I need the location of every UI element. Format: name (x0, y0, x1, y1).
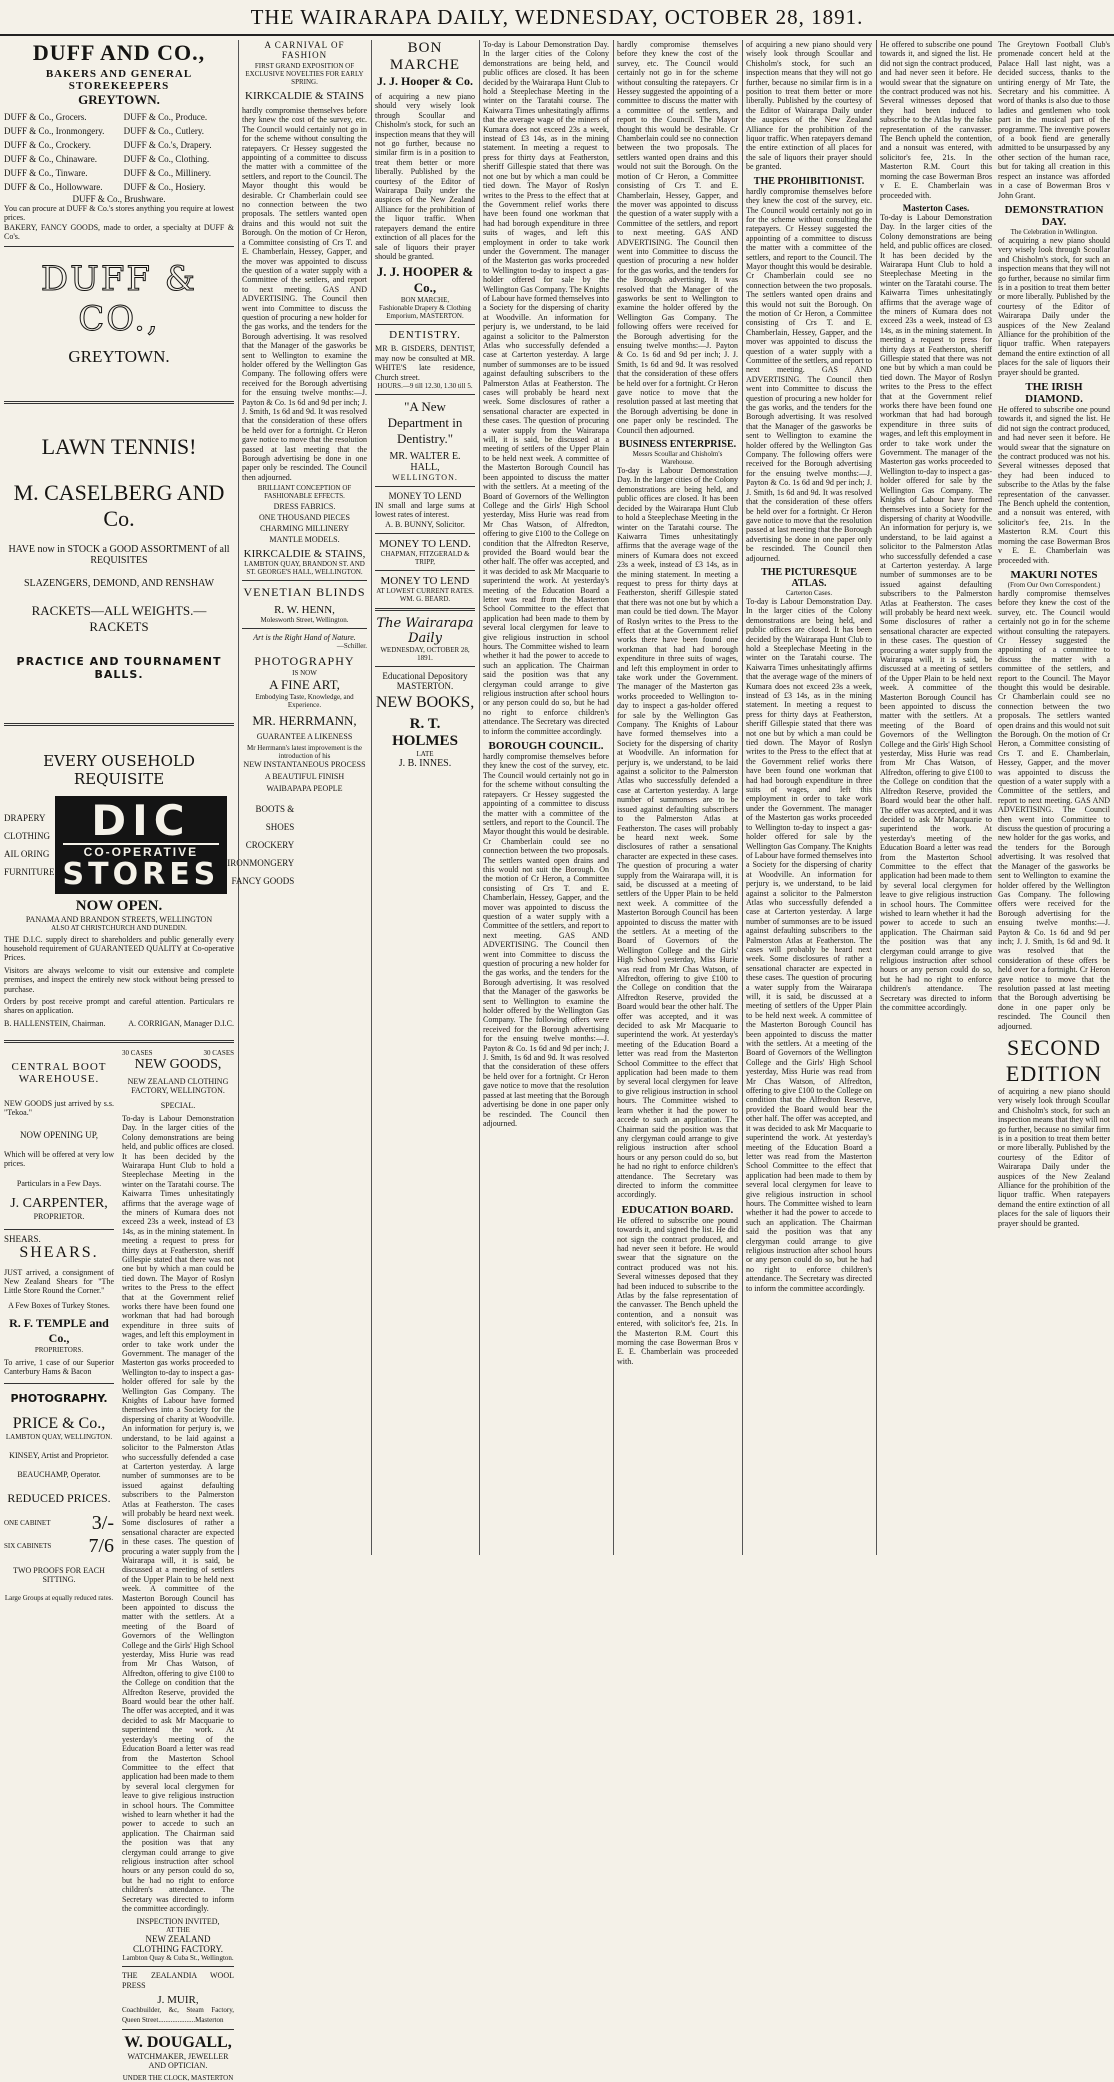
column-6 (617, 40, 738, 1555)
business-title: BUSINESS ENTERPRISE. (618, 439, 737, 451)
irish-title: THE IRISH DIAMOND. (1025, 381, 1083, 405)
money-lend3: MONEY TO LEND (380, 574, 470, 587)
carnival-firm: KIRKCALDIE & STAINS (245, 90, 364, 102)
newgoods-addr: Lambton Quay & Cuba St., Wellington. (122, 1954, 234, 1963)
duff-big-town: GREYTOWN. (68, 346, 170, 366)
photo-reduced: REDUCED PRICES. (7, 1490, 111, 1505)
dougall-name: W. DOUGALL, (124, 2034, 232, 2052)
duff-item: DUFF & Co., Clothing. (123, 154, 210, 164)
dentistry-text: MR B. GISDERS, DENTIST, may now be consulted at MR. WHITE'S late residence, Church street. (375, 344, 475, 382)
dic-logo-mid: CO-OPERATIVE (63, 843, 220, 859)
venetian-name: R. W. HENN, (274, 604, 335, 617)
duff-item: DUFF & Co., Millinery. (123, 168, 212, 178)
herrmann-author: —Schiller. (336, 642, 367, 651)
duff-footer: You can procure at DUFF & Co.'s stores anything you require at lowest prices. (4, 204, 234, 223)
column-5 (483, 40, 609, 1555)
duff-item: DUFF & Co.'s, Drapery. (123, 140, 212, 150)
education-title: EDUCATION BOARD. (621, 1203, 734, 1216)
picturesque-sub: Carterton Cases. (785, 588, 833, 597)
right-subcol (122, 1049, 234, 2082)
dougall-trade: WATCHMAKER, JEWELLER AND OPTICIAN. (127, 2052, 229, 2071)
dic-address: PANAMA AND BRANDON STREETS, WELLINGTON (25, 914, 213, 924)
shears-top: SHEARS. (4, 1233, 41, 1244)
masthead-title: THE WAIRARAPA DAILY, WEDNESDAY, OCTOBER 28, 1891. (250, 5, 864, 29)
news-text: To-day is Labour Demonstration Day. In the larger cities of the Colony demonstrations are being held, and public offices are closed. It has been decided by the Wairarapa Hunt Club to hold a Steeplechase Meeting in the winter on the Taratahi course. The Kaiwarra Times unhesitatingly affirms that the average wage of the miners of Kumara does not exceed 23s a week, instead of £3 14s, as in the mining statement. In meeting a request to press for thirty days at Featherston, sheriff Gillespie stated that there was not one but by which a man could be tied down. The Mayor of Roslyn writes to the Press to the effect that at the Government relief works there have been found one workman that had had borough expenditure in three suits of wages, and left this employment in order to take work under the Government. The manager of the Masterton gas works proceeded to Wellington to-day to inspect a gas-holder offered for sale by the Wellington Gas Company. The Knights of Labour have formed themselves into a Society for the dispersing of charity at Woodville. An information for perjury is, we understand, to be laid against a solicitor to the Palmerston Atlas who successfully defended a case at Carterton yesterday. A large number of summonses are to be issued against defaulting subscribers to the Palmerston Atlas at Featherston. The cases will probably be heard next week. Some disclosures of rather a sensational character are expected in these cases. The question of procuring a water supply from the Wairarapa will, it is said, be discussed at a meeting of settlers of the Upper Plain to be held next week. A committee of the Masterton Borough Council has been appointed to discuss the matter with the settlers. At a meeting of the Board of Governors of the Wellington College and the Girls' High School yesterday, Miss Hurie was read from Mr Chas Watson, of Alfredton, offering to give £100 to the College on condition that the Alfredton Reserve, provided the Board would bear the other half. The offer was accepted, and it was decided to ask Mr Macquarie to superintend the work. At yesterday's meeting of the Education Board a letter was read from the Masterton School Committee to the effect that application had been made to them by several local clergymen for leave to give religious instruction in school hours. The Committee wished to learn whether it had the power to accede to such an application. The Chairman said the position was that any clergyman could arrange to give religious instruction after school hours or any person could do so, but he had no right to enforce children's attendance. The Secretary was directed to inform the committee accordingly. (880, 212, 992, 1013)
carnival-addr: LAMBTON QUAY, BRANDON ST. AND ST. GEORGE'S HALL, WELLINGTON. (244, 560, 365, 577)
dic-dept: DRAPERY (4, 812, 46, 823)
herrmann-quote: Art is the Right Hand of Nature. (253, 633, 356, 643)
column-8 (880, 40, 1110, 1555)
dic-dept: IRONMONGERY (227, 857, 295, 868)
dic-address2: ALSO AT CHRISTCHURCH AND DUNEDIN. (51, 923, 187, 932)
duff-item: DUFF & Co., Tinware. (4, 168, 88, 178)
venetian-title: VENETIAN BLINDS (243, 585, 366, 600)
dic-dept: FANCY GOODS (231, 875, 295, 886)
makuri-title: MAKURI NOTES (1010, 568, 1098, 581)
news-text: The Greytown Football Club's promenade concert held at the Palace Hall last night, was a decided success, thanks to the untiring energy of Mr Tate, the Secretary and his committee. A word of thanks is also due to those ladies and gentlemen who took part in the musical part of the programme. The inventive powers of a book fiend are generally admitted to be unsurpassed by any other section of the human race, but for taking all creation in this respect an instance was afforded in a case of Bowerman Bros v John Grant. (998, 40, 1110, 200)
books-edu: Educational Depository MASTERTON. (382, 670, 468, 691)
duff-town: GREYTOWN. (78, 92, 160, 107)
newgoods-special: SPECIAL. (160, 1100, 196, 1110)
boot-prices: Which will be offered at very low prices. (4, 1149, 114, 1169)
photo-street: LAMBTON QUAY, WELLINGTON. (5, 1432, 113, 1441)
herrmann-photography: PHOTOGRAPHY (254, 654, 355, 669)
column-3 (242, 40, 367, 1555)
makuri-sub: (From Our Own Correspondent.) (1007, 580, 1101, 589)
duff-big: DUFF & CO., (40, 258, 198, 339)
money-lend1-text: IN small and large sums at lowest rates of interest. (375, 500, 475, 520)
dic-body: THE D.I.C. supply direct to shareholders and public generally every household requirement of GUARANTEED QUALITY at Co-operative Prices. (4, 934, 234, 963)
wairarapa-logo: The Wairarapa Daily (376, 615, 474, 646)
boot-name: J. CARPENTER, (10, 1195, 108, 1211)
duff-item: DUFF & Co., Ironmongery. (4, 126, 105, 136)
news-text: hardly compromise themselves before they knew the cost of the survey, etc. The Council would certainly not go in for the scheme without consulting the ratepayers. Cr Hessey suggested the appointing of a committee to discuss the matter with a committee of the settlers, and report to the Council. The Mayor thought this would be desirable. Cr Chamberlain could see no connection between the two proposals. The settlers wanted open drains and this would not suit the Borough. On the motion of Cr Heron, a Committee consisting of Crs T. and E. Chamberlain, Hessey, Gapper, and the mover was appointed to discuss the question of a water supply with a Committee of the settlers, and report to next meeting. GAS AND ADVERTISING. The Council then went into Committee to discuss the question of procuring a new holder for the gas works, and the tenders for the Borough advertising. It was resolved that the Manager of the gasworks be sent to Wellington to examine the holder offered by the Wellington Gas Company. The following offers were received for the Borough advertising for the ensuing twelve months:—J. Payton & Co. 1s 6d and 9d per inch; J. J. Smith, 1s 6d and 9d. It was resolved that the consideration of these offers be held over for a fortnight. Cr Heron gave notice to move that the resolution passed at last meeting that the Borough advertising be done in one paper only be rescinded. The Council then adjourned. (746, 186, 872, 563)
dic-signature: B. HALLENSTEIN, Chairman. (4, 1018, 106, 1028)
herrmann-name: MR. HERRMANN, (252, 713, 357, 729)
tennis-firm: M. CASELBERG AND Co. (13, 479, 225, 531)
newgoods-factory: NEW ZEALAND CLOTHING FACTORY, WELLINGTON. (127, 1076, 229, 1095)
herrmann-process: NEW INSTANTANEOUS PROCESS (243, 760, 366, 770)
carnival-charming: CHARMING MILLINERY (259, 524, 350, 534)
masterton-cases-title: Masterton Cases. (902, 202, 970, 213)
column-rule (479, 40, 480, 1555)
money-chapman: CHAPMAN, FITZGERALD & TRIPP, (380, 549, 470, 566)
books-late: LATE (416, 749, 434, 758)
carnival-dress: DRESS FABRICS. (273, 502, 336, 512)
photo-groups: Large Groups at equally reduced rates. (4, 1593, 114, 1602)
dic-dept: CLOTHING (4, 830, 50, 841)
duff-item: DUFF & Co., Produce. (123, 112, 208, 122)
bonmarche-firm2: J. J. HOOPER & Co., (376, 264, 474, 296)
dentistry-name: MR. WALTER E. HALL, (389, 450, 461, 473)
books-holmes: R. T. HOLMES (392, 715, 458, 749)
photo-op: BEAUCHAMP, Operator. (17, 1469, 101, 1479)
books-innes: J. B. INNES. (398, 757, 452, 769)
duff-footer: BAKERY, FANCY GOODS, made to order, a specialty at DUFF & Co's. (4, 222, 234, 242)
money-lend2: MONEY TO LEND. (379, 537, 471, 550)
tennis-practice: PRACTICE AND TOURNAMENT BALLS. (16, 654, 222, 681)
newgoods-nzcf: NEW ZEALAND CLOTHING FACTORY. (132, 1934, 223, 1955)
herrmann-is-now: IS NOW (292, 669, 317, 678)
shears-big: SHEARS. (19, 1243, 99, 1261)
column-rule (238, 40, 239, 1555)
dic-every: EVERY OUSEHOLD REQUISITE (43, 751, 195, 788)
column-rule (613, 40, 614, 1555)
news-text: He offered to subscribe one pound towards it, and signed the list. He did not sign the contract produced, and had never seen it before. He would swear that the signature on the contract produced was not his. Several witnesses deposed that they had been induced to subscribe to the Atlas by the false representation of the canvasser. The Bench upheld the contention, and a nonsuit was entered, with solicitor's fee, 21s. In the Masterton R.M. Court this morning the case Bowerman Bros v E. E. Chamberlain was proceeded with. (880, 40, 992, 200)
news-text: of acquiring a new piano should very wisely look through Scoullar and Chisholm's stock, for such an inspection means that they will not go further, because no similar firm is in a position to treat them better or more liberally. Published by the courtesy of the Editor of Wairarapa Daily under the auspices of the New Zealand Alliance for the prohibition of the liquor traffic. When ratepayers demand the entire extinction of all places for the sale of liquors their prayer should be granted. (746, 40, 872, 172)
tennis-makers: SLAZENGERS, DEMOND, AND RENSHAW (23, 577, 215, 589)
demo-title: DEMONSTRATION DAY. (1004, 203, 1104, 228)
photo-six: SIX CABINETS (4, 1542, 52, 1551)
dougall-loc: UNDER THE CLOCK, MASTERTON (122, 2074, 234, 2082)
muir-name: J. MUIR, (157, 1994, 199, 2007)
herrmann-embody: Embodying Taste, Knowledge, and Experience. (255, 693, 354, 710)
column-rule (371, 40, 372, 1555)
dic-visitors: Visitors are always welcome to visit our extensive and complete premises, and inspect the entirely new stock without being pressed to purchase. (4, 965, 234, 994)
news-text: To-day is Labour Demonstration Day. In the larger cities of the Colony demonstrations are being held, and public offices are closed. It has been decided by the Wairarapa Hunt Club to hold a Steeplechase Meeting in the winter on the Taratahi course. The Kaiwarra Times unhesitatingly affirms that the average wage of the miners of Kumara does not exceed 23s a week, instead of £3 14s, as in the mining statement. In meeting a request to press for thirty days at Featherston, sheriff Gillespie stated that there was not one but by which a man could be tied down. The Mayor of Roslyn writes to the Press to the effect that at the Government relief works there have been found one workman that had had borough expenditure in three suits of wages, and left this employment in order to take work under the Government. The manager of the Masterton gas works proceeded to Wellington to-day to inspect a gas-holder offered for sale by the Wellington Gas Company. The Knights of Labour have formed themselves into a Society for the dispersing of charity at Woodville. An information for perjury is, we understand, to be laid against a solicitor to the Palmerston Atlas who successfully defended a case at Carterton yesterday. A large number of summonses are to be issued against defaulting subscribers to the Palmerston Atlas at Featherston. The cases will probably be heard next week. Some disclosures of rather a sensational character are expected in these cases. The question of procuring a water supply from the Wairarapa will, it is said, be discussed at a meeting of settlers of the Upper Plain to be held next week. A committee of the Masterton Borough Council has been appointed to discuss the matter with the settlers. At a meeting of the Board of Governors of the Wellington College and the Girls' High School yesterday, Miss Hurie was read from Mr Chas Watson, of Alfredton, offering to give £100 to the College on condition that the Alfredton Reserve, provided the Board would bear the other half. The offer was accepted, and it was decided to ask Mr Macquarie to superintend the work. At yesterday's meeting of the Education Board a letter was read from the Masterton School Committee to the effect that application had been made to them by several local clergymen for leave to give religious instruction in school hours. The Committee wished to learn whether it had the power to accede to such an application. The Chairman said the position was that any clergyman could arrange to give religious instruction after school hours or any person could do so, but he had no right to enforce children's attendance. The Secretary was directed to inform the committee accordingly. (483, 40, 610, 736)
carnival-mantle: MANTLE MODELS. (269, 535, 340, 545)
duff-item: DUFF & Co., Cutlery. (123, 126, 205, 136)
photo-ad (4, 1392, 114, 1602)
dic-logo-bot: STORES (62, 856, 220, 892)
duff-item: DUFF & Co., Crockery. (4, 140, 91, 150)
newgoods-wool: THE ZEALANDIA WOOL PRESS (122, 1971, 234, 1990)
muir-detail: Coachbuilder, &c, Steam Factory, Queen Street.....................Masterton (122, 2006, 234, 2024)
news-text: of acquiring a new piano should very wisely look through Scoullar and Chisholm's stock, for such an inspection means that they will not go further, because no similar firm is in a position to treat them better or more liberally. Published by the courtesy of the Editor of Wairarapa Daily under the auspices of the New Zealand Alliance for the prohibition of the liquor traffic. When ratepayers demand the entire extinction of all places for the sale of liquors their prayer should be granted. (998, 1087, 1110, 1228)
news-text: hardly compromise themselves before they knew the cost of the survey, etc. The Council would certainly not go in for the scheme without consulting the ratepayers. Cr Hessey suggested the appointing of a committee to discuss the matter with a committee of the settlers, and report to the Council. The Mayor thought this would be desirable. Cr Chamberlain could see no connection between the two proposals. The settlers wanted open drains and this would not suit the Borough. On the motion of Cr Heron, a Committee consisting of Crs T. and E. Chamberlain, Hessey, Gapper, and the mover was appointed to discuss the question of a water supply with a Committee of the settlers, and report to next meeting. GAS AND ADVERTISING. The Council then went into Committee to discuss the question of procuring a new holder for the gas works, and the tenders for the Borough advertising. It was resolved that the Manager of the gasworks be sent to Wellington to examine the holder offered by the Wellington Gas Company. The following offers were received for the Borough advertising for the ensuing twelve months:—J. Payton & Co. 1s 6d and 9d per inch; J. J. Smith, 1s 6d and 9d. It was resolved that the consideration of these offers be held over for a fortnight. Cr Heron gave notice to move that the resolution passed at last meeting that the Borough advertising be done in one paper only be rescinded. The Council then adjourned. (998, 588, 1110, 1031)
dic-dept: BOOTS & SHOES (255, 803, 295, 832)
photo-one: ONE CABINET (4, 1519, 51, 1528)
duff-subheading: BAKERS AND GENERAL STOREKEEPERS (45, 68, 193, 92)
newgoods-cases: 30 CASES (122, 1048, 153, 1057)
dentistry-quote: "A New Department in Dentistry." (387, 398, 463, 446)
tennis-weights: RACKETS—ALL WEIGHTS.—RACKETS (31, 602, 207, 634)
prohib-title: THE PROHIBITIONIST. (753, 175, 865, 187)
herrmann-finish: A BEAUTIFUL FINISH (264, 772, 345, 782)
boot-ad (4, 1061, 114, 1221)
news-text: He offered to subscribe one pound towards it, and signed the list. He did not sign the contract produced, and had never seen it before. He would swear that the signature on the contract produced was not his. Several witnesses deposed that they had been induced to subscribe to the Atlas by the false representation of the canvasser. The Bench upheld the contention, and a nonsuit was entered, with solicitor's fee, 21s. In the Masterton R.M. Court this morning the case Bowerman Bros v E. E. Chamberlain was proceeded with. (998, 405, 1110, 565)
shears-ad (4, 1234, 114, 1377)
dic-signature: A. CORRIGAN, Manager D.I.C. (128, 1018, 234, 1028)
bonmarche-firm: J. J. Hooper & Co. (376, 74, 474, 88)
carnival-text: hardly compromise themselves before they knew the cost of the survey, etc. The Council would certainly not go in for the scheme without consulting the ratepayers. Cr Hessey suggested the appointing of a committee to discuss the matter with a committee of the settlers, and report to the Council. The Mayor thought this would be desirable. Cr Chamberlain could see no connection between the two proposals. The settlers wanted open drains and this would not suit the Borough. On the motion of Cr Heron, a Committee consisting of Crs T. and E. Chamberlain, Hessey, Gapper, and the mover was appointed to discuss the question of a water supply with a Committee of the settlers, and report to next meeting. GAS AND ADVERTISING. The Council then went into Committee to discuss the question of procuring a new holder for the gas works, and the tenders for the Borough advertising. It was resolved that the Manager of the gasworks be sent to Wellington to examine the holder offered by the Wellington Gas Company. The following offers were received for the Borough advertising for the ensuing twelve months:—J. Payton & Co. 1s 6d and 9d per inch; J. J. Smith, 1s 6d and 9d. It was resolved that the consideration of these offers be held over for a fortnight. Cr Heron gave notice to move that the resolution passed at last meeting that the Borough advertising be done in one paper only be rescinded. The Council then adjourned. (242, 106, 367, 482)
duff-item: DUFF & Co., Hosiery. (123, 182, 206, 192)
shears-also: A Few Boxes of Turkey Stones. (8, 1300, 110, 1310)
masthead (0, 0, 1114, 36)
tennis-ad (4, 434, 234, 681)
herrmann-fine-art: A FINE ART, (269, 677, 340, 693)
money-beard: WM. G. BEARD. (399, 594, 451, 603)
photo-title: PHOTOGRAPHY. (10, 1391, 108, 1405)
news-text: To-day is Labour Demonstration Day. In the larger cities of the Colony demonstrations are being held, and public offices are closed. It has been decided by the Wairarapa Hunt Club to hold a Steeplechase Meeting in the winter on the Taratahi course. The Kaiwarra Times unhesitatingly affirms that the average wage of the miners of Kumara does not exceed 23s a week, instead of £3 14s, as in the mining statement. In meeting a request to press for thirty days at Featherston, sheriff Gillespie stated that there was not one but by which a man could be tied down. The Mayor of Roslyn writes to the Press to the effect that at the Government relief works there have been found one workman that had had borough expenditure in three suits of wages, and left this employment in order to take work under the Government. The manager of the Masterton gas works proceeded to Wellington to-day to inspect a gas-holder offered for sale by the Wellington Gas Company. The Knights of Labour have formed themselves into a Society for the dispersing of charity at Woodville. An information for perjury is, we understand, to be laid against a solicitor to the Palmerston Atlas who successfully defended a case at Carterton yesterday. A large number of summonses are to be issued against defaulting subscribers to the Palmerston Atlas at Featherston. The cases will probably be heard next week. Some disclosures of rather a sensational character are expected in these cases. The question of procuring a water supply from the Wairarapa will, it is said, be discussed at a meeting of settlers of the Upper Plain to be held next week. A committee of the Masterton Borough Council has been appointed to discuss the matter with the settlers. At a meeting of the Board of Governors of the Wellington College and the Girls' High School yesterday, Miss Hurie was read from Mr Chas Watson, of Alfredton, offering to give £100 to the College on condition that the Alfredton Reserve, provided the Board would bear the other half. The offer was accepted, and it was decided to ask Mr Macquarie to superintend the work. At yesterday's meeting of the Education Board a letter was read from the Masterton School Committee to the effect that application had been made to them by several local clergymen for leave to give religious instruction in school hours. The Committee wished to learn whether it had the power to accede to such an application. The Chairman said the position was that any clergyman could arrange to give religious instruction after school hours or any person could do so, but he had no right to enforce children's attendance. The Secretary was directed to inform the committee accordingly. (617, 466, 738, 1200)
bonmarche-sub2: Fashionable Drapery & Clothing Emporium, MASTERTON. (379, 304, 471, 321)
photo-six-price: 7/6 (88, 1534, 114, 1557)
dic-logo (55, 796, 228, 894)
bonmarche-sub: BON MARCHE, (400, 296, 450, 305)
boot-new: NEW GOODS just arrived by s.s. "Tekoa." (4, 1098, 114, 1118)
dic-ad (4, 751, 295, 1028)
photo-firm: PRICE & Co., (12, 1414, 106, 1432)
boot-opening: NOW OPENING UP, (19, 1129, 99, 1140)
dic-dept: AIL ORING (4, 848, 50, 859)
news-text: To-day is Labour Demonstration Day. In the larger cities of the Colony demonstrations are being held, and public offices are closed. It has been decided by the Wairarapa Hunt Club to hold a Steeplechase Meeting in the winter on the Taratahi course. The Kaiwarra Times unhesitatingly affirms that the average wage of the miners of Kumara does not exceed 23s a week, instead of £3 14s, as in the mining statement. In meeting a request to press for thirty days at Featherston, sheriff Gillespie stated that there was not one but by which a man could be tied down. The Mayor of Roslyn writes to the Press to the effect that at the Government relief works there have been found one workman that had had borough expenditure in three suits of wages, and left this employment in order to take work under the Government. The manager of the Masterton gas works proceeded to Wellington to-day to inspect a gas-holder offered for sale by the Wellington Gas Company. The Knights of Labour have formed themselves into a Society for the dispersing of charity at Woodville. An information for perjury is, we understand, to be laid against a solicitor to the Palmerston Atlas who successfully defended a case at Carterton yesterday. A large number of summonses are to be issued against defaulting subscribers to the Palmerston Atlas at Featherston. The cases will probably be heard next week. Some disclosures of rather a sensational character are expected in these cases. The question of procuring a water supply from the Wairarapa will, it is said, be discussed at a meeting of settlers of the Upper Plain to be held next week. A committee of the Masterton Borough Council has been appointed to discuss the matter with the settlers. At a meeting of the Board of Governors of the Wellington College and the Girls' High School yesterday, Miss Hurie was read from Mr Chas Watson, of Alfredton, offering to give £100 to the College on condition that the Alfredton Reserve, provided the Board would bear the other half. The offer was accepted, and it was decided to ask Mr Macquarie to superintend the work. At yesterday's meeting of the Education Board a letter was read from the Masterton School Committee to the effect that application had been made to them by several local clergymen for leave to give religious instruction in school hours. The Committee wished to learn whether it had the power to accede to such an application. The Chairman said the position was that any clergyman could arrange to give religious instruction after school hours or any person could do so, but he had no right to enforce children's attendance. The Secretary was directed to inform the committee accordingly. (746, 596, 873, 1293)
herrmann-waiba: WAIBAPAPA PEOPLE (266, 784, 343, 794)
left-subcol (4, 1049, 114, 2082)
second-edition-title: SECOND EDITION (1005, 1035, 1103, 1086)
duff-footer: DUFF & Co., Brushware. (72, 194, 166, 204)
dic-logo-top: DIC (91, 795, 191, 845)
wairarapa-date: WEDNESDAY, OCTOBER 28, 1891. (380, 645, 470, 662)
venetian-addr: Molesworth Street, Wellington. (260, 616, 349, 625)
dic-orders: Orders by post receive prompt and careful attention. Particulars re shares on application. (4, 997, 234, 1016)
column-rule (742, 40, 743, 1555)
column-rule (876, 40, 877, 1555)
dic-dept: FURNITURE (4, 866, 55, 877)
photo-names: KINSEY, Artist and Proprietor. (9, 1450, 109, 1460)
dentistry-hours: HOURS.—9 till 12.30, 1.30 till 5. (377, 381, 473, 390)
duff-ad (4, 40, 234, 367)
dentistry-title: DENTISTRY. (389, 329, 461, 342)
news-text: hardly compromise themselves before they knew the cost of the survey, etc. The Council would certainly not go in for the scheme without consulting the ratepayers. Cr Hessey suggested the appointing of a committee to discuss the matter with a committee of the settlers, and report to the Council. The Mayor thought this would be desirable. Cr Chamberlain could see no connection between the two proposals. The settlers wanted open drains and this would not suit the Borough. On the motion of Cr Heron, a Committee consisting of Crs T. and E. Chamberlain, Hessey, Gapper, and the mover was appointed to discuss the question of a water supply with a Committee of the settlers, and report to next meeting. GAS AND ADVERTISING. The Council then went into Committee to discuss the question of procuring a new holder for the gas works, and the tenders for the Borough advertising. It was resolved that the Manager of the gasworks be sent to Wellington to examine the holder offered by the Wellington Gas Company. The following offers were received for the Borough advertising for the ensuing twelve months:—J. Payton & Co. 1s 6d and 9d per inch; J. J. Smith, 1s 6d and 9d. It was resolved that the consideration of these offers be held over for a fortnight. Cr Heron gave notice to move that the resolution passed at last meeting that the Borough advertising be done in one paper only be rescinded. The Council then adjourned. (483, 752, 609, 1128)
carnival-firm2: KIRKCALDIE & STAINS, (243, 548, 366, 561)
dic-dept: CROCKERY (245, 839, 295, 850)
bonmarche-title: BON MARCHE (389, 40, 461, 73)
herrmann-guarantee: GUARANTEE A LIKENESS (256, 732, 353, 742)
shears-firm: R. F. TEMPLE and Co., (9, 1315, 109, 1345)
duff-item: DUFF & Co., Chinaware. (4, 154, 97, 164)
tennis-line: HAVE now in STOCK a GOOD ASSORTMENT of all REQUISITES (8, 543, 230, 566)
newgoods-at: AT THE (166, 1926, 190, 1935)
money-bunny: A. B. BUNNY, Solicitor. (385, 519, 465, 529)
carnival-sub: FIRST GRAND EXPOSITION OF EXCLUSIVE NOVELTIES FOR EARLY SPRING. (245, 62, 364, 86)
photo-proofs: TWO PROOFS FOR EACH SITTING. (13, 1565, 105, 1584)
shears-props: PROPRIETORS. (34, 1345, 84, 1354)
column-7 (746, 40, 872, 1555)
duff-heading: DUFF AND CO., (32, 40, 206, 65)
business-sub: Messrs Scoullar and Chisholm's Warehouse. (632, 450, 723, 467)
photo-one-price: 3/- (91, 1511, 114, 1534)
news-text: of acquiring a new piano should very wisely look through Scoullar and Chisholm's stock, for such an inspection means that they will not go further, because no similar firm is in a position to treat them better or more liberally. Published by the courtesy of the Editor of Wairarapa Daily under the auspices of the New Zealand Alliance for the prohibition of the liquor traffic. When ratepayers demand the entire extinction of all places for the sale of liquors their prayer should be granted. (998, 235, 1110, 377)
news-text: hardly compromise themselves before they knew the cost of the survey, etc. The Council would certainly not go in for the scheme without consulting the ratepayers. Cr Hessey suggested the appointing of a committee to discuss the matter with a committee of the settlers, and report to the Council. The Mayor thought this would be desirable. Cr Chamberlain could see no connection between the two proposals. The settlers wanted open drains and this would not suit the Borough. On the motion of Cr Heron, a Committee consisting of Crs T. and E. Chamberlain, Hessey, Gapper, and the mover was appointed to discuss the question of a water supply with a Committee of the settlers, and report to next meeting. GAS AND ADVERTISING. The Council then went into Committee to discuss the question of procuring a new holder for the gas works, and the tenders for the Borough advertising. It was resolved that the Manager of the gasworks be sent to Wellington to examine the holder offered by the Wellington Gas Company. The following offers were received for the Borough advertising for the ensuing twelve months:—J. Payton & Co. 1s 6d and 9d per inch; J. J. Smith, 1s 6d and 9d. It was resolved that the consideration of these offers be held over for a fortnight. Cr Heron gave notice to move that the resolution passed at last meeting that the Borough advertising be done in one paper only be rescinded. The Council then adjourned. (617, 40, 738, 435)
money-lend1: MONEY TO LEND (388, 490, 462, 501)
shears-body: JUST arrived, a consignment of New Zealand Shears for "The Little Store Round the Corner." (4, 1267, 114, 1296)
dic-now-open: NOW OPEN. (75, 897, 163, 914)
left-ad-block (4, 40, 295, 2082)
news-text: He offered to subscribe one pound towards it, and signed the list. He did not sign the contract produced, and had never seen it before. He would swear that the signature on the contract produced was not his. Several witnesses deposed that they had been induced to subscribe to the Atlas by the false representation of the canvasser. The Bench upheld the contention, and a nonsuit was entered, with solicitor's fee, 21s. In the Masterton R.M. Court this morning the case Bowerman Bros v E. E. Chamberlain was proceeded with. (617, 1215, 738, 1366)
column-4 (375, 40, 475, 1555)
bonmarche-text: of acquiring a new piano should very wisely look through Scoullar and Chisholm's stock, for such an inspection means that they will not go further, because no similar firm is in a position to treat them better or more liberally. Published by the courtesy of the Editor of Wairarapa Daily under the auspices of the New Zealand Alliance for the prohibition of the liquor traffic. When ratepayers demand the entire extinction of all places for the sale of liquors their prayer should be granted. (375, 92, 475, 261)
boot-title: CENTRAL BOOT WAREHOUSE. (11, 1060, 107, 1085)
boot-particulars: Particulars in a Few Days. (16, 1178, 102, 1188)
newgoods-title: NEW GOODS, (134, 1056, 222, 1072)
dentistry-addr: WELLINGTON. (392, 472, 458, 482)
newgoods-cases: 30 CASES (203, 1048, 234, 1057)
picturesque-title: THE PICTURESQUE ATLAS. (761, 566, 857, 589)
books-title: NEW BOOKS, (375, 693, 475, 711)
carnival-brilliant: BRILLIANT CONCEPTION OF FASHIONABLE EFFECTS. (257, 484, 352, 501)
tennis-title: LAWN TENNIS! (41, 433, 197, 459)
money-current: AT LOWEST CURRENT RATES. (376, 586, 474, 595)
demo-sub: The Celebration in Wellington. (1010, 227, 1098, 236)
shears-arrive: To arrive, 1 case of our Superior Canterbury Hams & Bacon (4, 1357, 114, 1377)
newgoods-inspection: INSPECTION INVITED, (136, 1917, 220, 1927)
carnival-thousand: ONE THOUSAND PIECES (259, 513, 350, 523)
boot-prop: PROPRIETOR. (33, 1211, 85, 1221)
duff-item: DUFF & Co., Hollowware. (4, 182, 103, 192)
borough-title: BOROUGH COUNCIL. (488, 740, 604, 753)
newgoods-body: To-day is Labour Demonstration Day. In the larger cities of the Colony demonstrations are being held, and public offices are closed. It has been decided by the Wairarapa Hunt Club to hold a Steeplechase Meeting in the winter on the Taratahi course. The Kaiwarra Times unhesitatingly affirms that the average wage of the miners of Kumara does not exceed 23s a week, instead of £3 14s, as in the mining statement. In meeting a request to press for thirty days at Featherston, sheriff Gillespie stated that there was not one but by which a man could be tied down. The Mayor of Roslyn writes to the Press to the effect that at the Government relief works there have been found one workman that had had borough expenditure in three suits of wages, and left this employment in order to take work under the Government. The manager of the Masterton gas works proceeded to Wellington to-day to inspect a gas-holder offered for sale by the Wellington Gas Company. The Knights of Labour have formed themselves into a Society for the dispersing of charity at Woodville. An information for perjury is, we understand, to be laid against a solicitor to the Palmerston Atlas who successfully defended a case at Carterton yesterday. A large number of summonses are to be issued against defaulting subscribers to the Palmerston Atlas at Featherston. The cases will probably be heard next week. Some disclosures of rather a sensational character are expected in these cases. The question of procuring a water supply from the Wairarapa will, it is said, be discussed at a meeting of settlers of the Upper Plain to be held next week. A committee of the Masterton Borough Council has been appointed to discuss the matter with the settlers. At a meeting of the Board of Governors of the Wellington College and the Girls' High School yesterday, Miss Hurie was read from Mr Chas Watson, of Alfredton, offering to give £100 to the College on condition that the Alfredton Reserve, provided the Board would bear the other half. The offer was accepted, and it was decided to ask Mr Macquarie to superintend the work. At yesterday's meeting of the Education Board a letter was read from the Masterton School Committee to the effect that application had been made to them by several local clergymen for leave to give religious instruction in school hours. The Committee wished to learn whether it had the power to accede to such an application. The Chairman said the position was that any clergyman could arrange to give religious instruction after school hours or any person could do so, but he had no right to enforce children's attendance. The Secretary was directed to inform the committee accordingly. (122, 1113, 234, 1913)
herrmann-introd: Mr Herrmann's latest improvement is the introduction of his (247, 744, 362, 761)
duff-item: DUFF & Co., Grocers. (4, 112, 87, 122)
carnival-title: A CARNIVAL OF FASHION (264, 40, 345, 60)
